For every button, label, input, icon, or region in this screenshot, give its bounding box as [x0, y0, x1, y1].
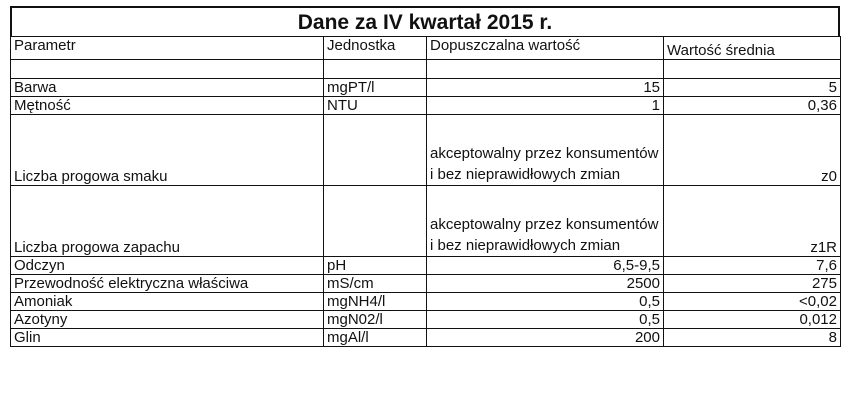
header-parameter: Parametr: [11, 37, 324, 60]
unit-cell: mgPT/l: [324, 79, 427, 97]
header-allowed: Dopuszczalna wartość: [427, 37, 664, 60]
allowed-cell: 1: [427, 97, 664, 115]
unit-cell: [324, 186, 427, 257]
blank-cell: [324, 60, 427, 79]
parameter-cell: Przewodność elektryczna właściwa: [11, 275, 324, 293]
average-cell: z0: [664, 115, 841, 186]
average-cell: 0,36: [664, 97, 841, 115]
allowed-cell: 2500: [427, 275, 664, 293]
blank-row: [11, 60, 841, 79]
table-row: [11, 79, 841, 97]
table-row: [11, 293, 841, 311]
table-title: Dane za IV kwartał 2015 r.: [10, 6, 840, 36]
average-cell: 8: [664, 329, 841, 347]
data-sheet: [10, 6, 840, 347]
unit-cell: [324, 115, 427, 186]
header-row: [11, 37, 841, 60]
parameter-cell: Glin: [11, 329, 324, 347]
parameter-cell: Odczyn: [11, 257, 324, 275]
average-cell: 7,6: [664, 257, 841, 275]
unit-cell: NTU: [324, 97, 427, 115]
blank-cell: [664, 60, 841, 79]
water-quality-table: [10, 36, 841, 347]
unit-cell: mgN02/l: [324, 311, 427, 329]
table-row: [11, 329, 841, 347]
header-unit: Jednostka: [324, 37, 427, 60]
table-row: [11, 115, 841, 186]
average-cell: z1R: [664, 186, 841, 257]
average-cell: 5: [664, 79, 841, 97]
unit-cell: mS/cm: [324, 275, 427, 293]
allowed-cell: 200: [427, 329, 664, 347]
allowed-cell: 0,5: [427, 293, 664, 311]
allowed-cell: 0,5: [427, 311, 664, 329]
average-cell: 275: [664, 275, 841, 293]
table-row: [11, 257, 841, 275]
table-row: [11, 311, 841, 329]
allowed-cell: akceptowalny przez konsumentów i bez nieprawidłowych zmian: [427, 186, 664, 257]
blank-cell: [11, 60, 324, 79]
unit-cell: pH: [324, 257, 427, 275]
parameter-cell: Liczba progowa smaku: [11, 115, 324, 186]
parameter-cell: Amoniak: [11, 293, 324, 311]
allowed-cell: 6,5-9,5: [427, 257, 664, 275]
blank-cell: [427, 60, 664, 79]
parameter-cell: Barwa: [11, 79, 324, 97]
average-cell: <0,02: [664, 293, 841, 311]
header-average: Wartość średnia: [664, 37, 841, 60]
table-row: [11, 275, 841, 293]
allowed-cell: akceptowalny przez konsumentów i bez nieprawidłowych zmian: [427, 115, 664, 186]
parameter-cell: Liczba progowa zapachu: [11, 186, 324, 257]
unit-cell: mgNH4/l: [324, 293, 427, 311]
table-row: [11, 97, 841, 115]
table-row: [11, 186, 841, 257]
parameter-cell: Azotyny: [11, 311, 324, 329]
allowed-cell: 15: [427, 79, 664, 97]
unit-cell: mgAl/l: [324, 329, 427, 347]
parameter-cell: Mętność: [11, 97, 324, 115]
average-cell: 0,012: [664, 311, 841, 329]
